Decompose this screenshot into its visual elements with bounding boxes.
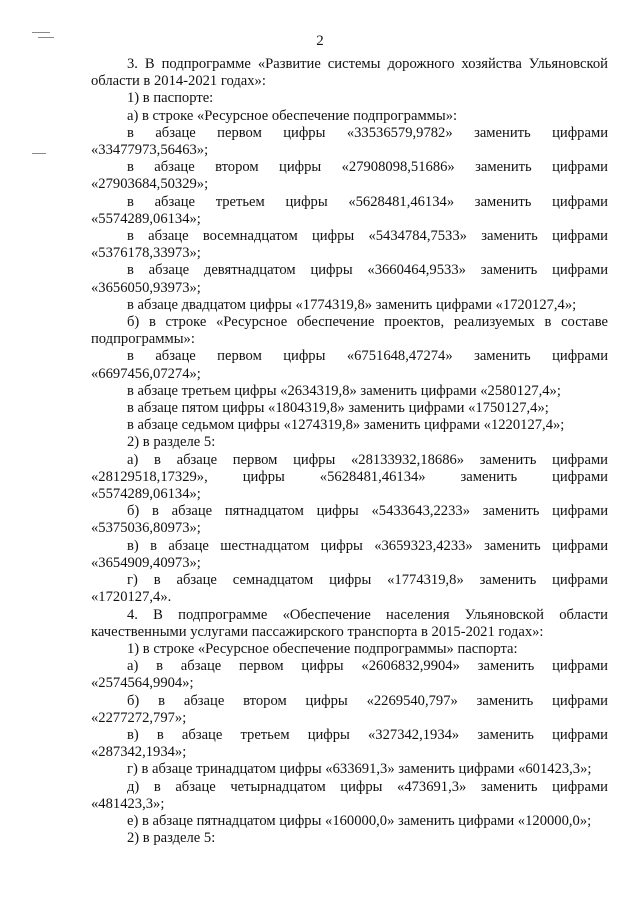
document-line: в абзаце втором цифры «27908098,51686» заменить цифрами [127, 159, 608, 176]
document-line: «33477973,56463»; [91, 142, 209, 159]
document-line: в абзаце третьем цифры «2634319,8» заменить цифрами «2580127,4»; [127, 382, 561, 399]
document-line: 3. В подпрограмме «Развитие системы дорожного хозяйства Ульяновской [127, 56, 608, 72]
document-line: «27903684,50329»; [91, 176, 209, 193]
document-line: е) в абзаце пятнадцатом цифры «160000,0» заменить цифрами «120000,0»; [127, 812, 592, 829]
document-line: б) в абзаце втором цифры «2269540,797» заменить цифрами [127, 692, 608, 709]
document-line: «5376178,33973»; [91, 245, 201, 262]
document-line: «5375036,80973»; [91, 520, 201, 537]
document-body [91, 56, 608, 847]
document-line: а) в строке «Ресурсное обеспечение подпрограммы»: [127, 107, 458, 124]
document-line: «5574289,06134»; [91, 486, 201, 503]
document-line: в) в абзаце третьем цифры «327342,1934» заменить цифрами [127, 726, 608, 743]
document-line: в абзаце седьмом цифры «1274319,8» заменить цифрами «1220127,4»; [127, 417, 565, 434]
document-line: 2) в разделе 5: [127, 830, 216, 847]
document-line: в абзаце первом цифры «6751648,47274» заменить цифрами [127, 348, 608, 365]
document-line: а) в абзаце первом цифры «2606832,9904» заменить цифрами [127, 658, 608, 675]
document-line: д) в абзаце четырнадцатом цифры «473691,3» заменить цифрами [127, 778, 608, 795]
document-line: 4. В подпрограмме «Обеспечение населения Ульяновской области [127, 606, 608, 623]
document-line: в абзаце девятнадцатом цифры «3660464,9533» заменить цифрами [127, 262, 608, 279]
document-line: подпрограммы»: [91, 331, 195, 348]
document-line: «287342,1934»; [91, 744, 187, 761]
document-line: качественными услугами пассажирского транспорта в 2015-2021 годах»: [91, 623, 544, 640]
scan-artifact-top [30, 30, 70, 40]
document-line: в абзаце третьем цифры «5628481,46134» заменить цифрами [127, 193, 608, 210]
document-line: в абзаце первом цифры «33536579,9782» заменить цифрами [127, 124, 608, 141]
document-line: 2) в разделе 5: [127, 434, 216, 451]
document-line: «481423,3»; [91, 795, 165, 812]
document-line: 1) в строке «Ресурсное обеспечение подпрограммы» паспорта: [127, 640, 518, 657]
document-line: «2277272,797»; [91, 709, 187, 726]
scan-artifact-mid [30, 150, 70, 160]
document-line: «28129518,17329», цифры «5628481,46134» заменить цифрами [91, 468, 608, 485]
document-line: г) в абзаце семнадцатом цифры «1774319,8» заменить цифрами [127, 572, 608, 589]
document-line: «3656050,93973»; [91, 279, 201, 296]
document-line: «3654909,40973»; [91, 554, 201, 571]
document-line: «2574564,9904»; [91, 675, 194, 692]
document-line: б) в абзаце пятнадцатом цифры «5433643,2233» заменить цифрами [127, 503, 608, 520]
document-line: в абзаце восемнадцатом цифры «5434784,7533» заменить цифрами [127, 228, 608, 245]
document-line: в абзаце пятом цифры «1804319,8» заменить цифрами «1750127,4»; [127, 400, 549, 417]
document-line: в) в абзаце шестнадцатом цифры «3659323,4233» заменить цифрами [127, 537, 608, 554]
document-line: «6697456,07274»; [91, 365, 201, 382]
document-line: г) в абзаце тринадцатом цифры «633691,3» заменить цифрами «601423,3»; [127, 761, 592, 778]
document-line: «1720127,4». [91, 589, 172, 606]
document-line: а) в абзаце первом цифры «28133932,18686» заменить цифрами [127, 451, 608, 468]
document-line: «5574289,06134»; [91, 210, 201, 227]
document-line: 1) в паспорте: [127, 90, 214, 107]
document-line: в абзаце двадцатом цифры «1774319,8» заменить цифрами «1720127,4»; [127, 296, 577, 313]
document-line: области в 2014-2021 годах»: [91, 73, 266, 90]
page-number: 2 [316, 33, 324, 49]
document-line: б) в строке «Ресурсное обеспечение проектов, реализуемых в составе [127, 314, 608, 331]
